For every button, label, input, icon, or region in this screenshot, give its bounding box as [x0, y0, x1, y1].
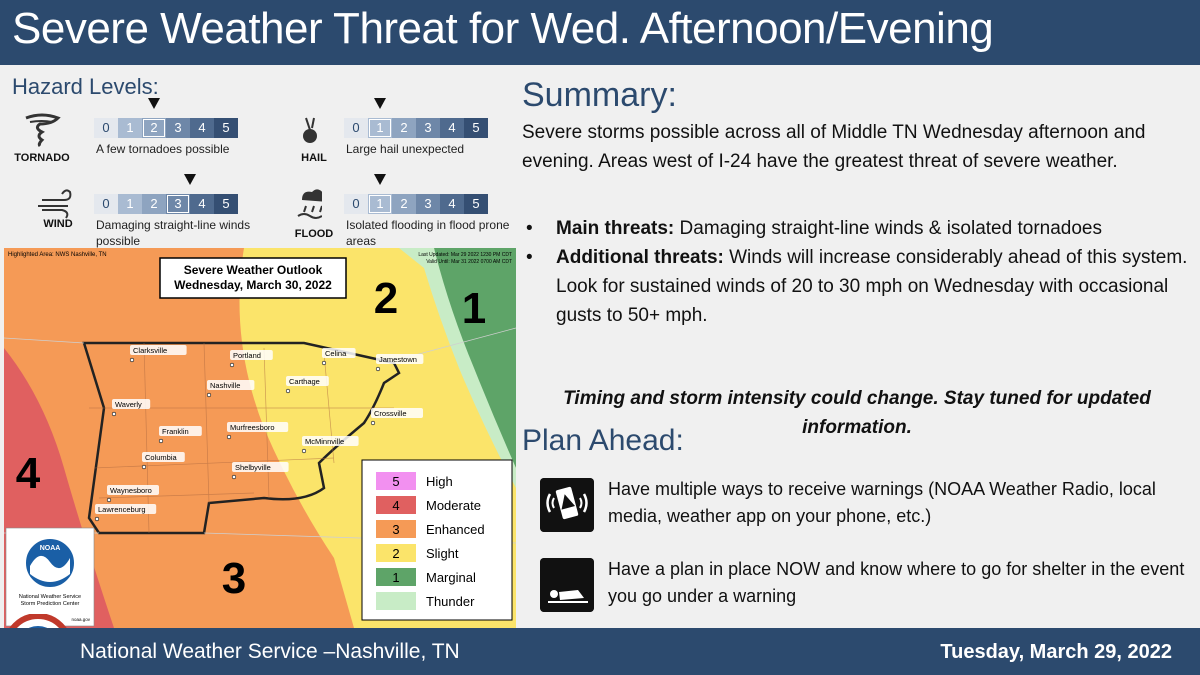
- timing-note: Timing and storm intensity could change. Stay tuned for updated information.: [563, 388, 1151, 438]
- scale-level-1: 1: [118, 194, 142, 214]
- plan-text-warnings: Have multiple ways to receive warnings (NOAA Weather Radio, local media, weather app on your phone, etc.): [608, 479, 1156, 526]
- footer-org: National Weather Service –Nashville, TN: [80, 640, 460, 663]
- risk-legend: [362, 460, 512, 620]
- hazard-level-marker: [374, 98, 386, 109]
- zone-label-1: 1: [461, 284, 487, 333]
- summary-title: Summary:: [522, 76, 677, 114]
- hazard-level-marker: [148, 98, 160, 109]
- bullet-dot: •: [526, 218, 533, 239]
- zone-label-2: 2: [373, 274, 399, 323]
- scale-level-1: 1: [368, 194, 392, 214]
- header-bar: [0, 0, 1200, 65]
- svg-text:Murfreesboro: Murfreesboro: [230, 423, 275, 432]
- valid-until-text: Valid Until: Mar 31 2022 0700 AM CDT: [426, 259, 512, 265]
- svg-text:Enhanced: Enhanced: [426, 522, 485, 537]
- hazard-level-marker: [374, 174, 386, 185]
- svg-text:Moderate: Moderate: [426, 498, 481, 513]
- bullet-head: Main threats:: [556, 218, 675, 239]
- page-title: Severe Weather Threat for Wed. Afternoon/Evening: [12, 4, 994, 53]
- svg-text:Thunder: Thunder: [426, 594, 475, 609]
- svg-text:Crossville: Crossville: [374, 409, 407, 418]
- scale-level-4: 4: [440, 194, 464, 214]
- footer-date: Tuesday, March 29, 2022: [940, 641, 1172, 663]
- scale-level-5: 5: [214, 194, 238, 214]
- nws-label: National Weather Service: [18, 594, 82, 600]
- tornado-scale: [94, 118, 238, 138]
- svg-text:Clarksville: Clarksville: [133, 346, 168, 355]
- zone-label-4: 4: [15, 449, 41, 498]
- outlook-map: [4, 248, 516, 628]
- wind-scale: [94, 194, 238, 214]
- plan-text-shelter: Have a plan in place NOW and know where to go for shelter in the event you go under a warning: [608, 559, 1185, 606]
- flood-label: FLOOD: [294, 228, 334, 240]
- bullet-dot: •: [526, 247, 533, 268]
- scale-level-1: 1: [368, 118, 392, 138]
- scale-level-0: 0: [94, 194, 118, 214]
- scale-level-4: 4: [190, 118, 214, 138]
- scale-level-2: 2: [392, 194, 416, 214]
- svg-text:1: 1: [392, 570, 400, 585]
- svg-text:Lawrenceburg: Lawrenceburg: [98, 505, 146, 514]
- scale-level-5: 5: [214, 118, 238, 138]
- svg-text:2: 2: [392, 546, 400, 561]
- scale-level-4: 4: [190, 194, 214, 214]
- outlook-title-line2: Wednesday, March 30, 2022: [174, 278, 332, 292]
- scale-level-0: 0: [344, 194, 368, 214]
- scale-level-3: 3: [416, 194, 440, 214]
- scale-level-3: 3: [416, 118, 440, 138]
- legend-thunder: [376, 592, 475, 610]
- svg-text:McMinnville: McMinnville: [305, 437, 345, 446]
- hazard-level-marker: [184, 174, 196, 185]
- wind-desc: Damaging straight-line winds possible: [96, 218, 251, 248]
- svg-text:Shelbyville: Shelbyville: [235, 463, 271, 472]
- outlook-map-svg: [4, 248, 516, 628]
- summary-text: Severe storms possible across all of Middle TN Wednesday afternoon and evening. Areas west of I-24 have the greatest threat of severe weather.: [522, 122, 1146, 172]
- legend-moderate: [376, 496, 481, 514]
- flood-desc: Isolated flooding in flood prone areas: [346, 218, 510, 248]
- svg-text:Franklin: Franklin: [162, 427, 189, 436]
- plan-ahead-title: Plan Ahead:: [522, 424, 684, 457]
- hail-scale: [344, 118, 488, 138]
- bullet-head: Additional threats:: [556, 247, 724, 268]
- scale-level-3: 3: [166, 118, 190, 138]
- svg-text:5: 5: [392, 474, 400, 489]
- legend-marginal: [376, 568, 476, 586]
- svg-text:3: 3: [392, 522, 400, 537]
- scale-level-2: 2: [142, 194, 166, 214]
- tornado-desc: A few tornadoes possible: [96, 142, 230, 156]
- bullet-body: Damaging straight-line winds & isolated tornadoes: [674, 218, 1102, 239]
- scale-level-3: 3: [166, 194, 190, 214]
- footer-bar: [0, 628, 1200, 675]
- hazard-levels-title: Hazard Levels:: [12, 74, 159, 99]
- legend-high: [376, 472, 453, 490]
- svg-text:Waverly: Waverly: [115, 400, 142, 409]
- legend-enhanced: [376, 520, 485, 538]
- bullet-body: Winds will increase considerably ahead of this system. Look for sustained winds of 20 to 30 mph on Wednesday with occasional gusts to 50+ mph.: [556, 247, 1188, 326]
- svg-text:Slight: Slight: [426, 546, 459, 561]
- bullet-main-threats: [522, 214, 1192, 243]
- tornado-label: TORNADO: [14, 152, 70, 164]
- shelter-icon: [540, 558, 594, 612]
- bullet-additional-threats: [522, 243, 1192, 330]
- scale-level-0: 0: [94, 118, 118, 138]
- wind-label: WIND: [43, 218, 73, 230]
- scale-level-5: 5: [464, 118, 488, 138]
- scale-level-0: 0: [344, 118, 368, 138]
- svg-text:Waynesboro: Waynesboro: [110, 486, 152, 495]
- svg-text:Nashville: Nashville: [210, 381, 241, 390]
- noaa-logo-text: NOAA: [39, 545, 61, 552]
- scale-level-2: 2: [142, 118, 166, 138]
- highlighted-area-text: Highlighted Area: NWS Nashville, TN: [8, 252, 107, 258]
- outlook-title-line1: Severe Weather Outlook: [183, 263, 323, 277]
- noaa-url: noaa.gov: [71, 617, 90, 622]
- svg-text:Portland: Portland: [233, 351, 261, 360]
- last-updated-text: Last Updated: Mar 29 2022 1230 PM CDT: [418, 252, 512, 258]
- svg-text:Celina: Celina: [325, 349, 347, 358]
- wind-icon: [12, 186, 72, 246]
- svg-text:Carthage: Carthage: [289, 377, 320, 386]
- phone-alert-icon: [540, 478, 594, 532]
- svg-text:Jamestown: Jamestown: [379, 355, 417, 364]
- svg-text:Columbia: Columbia: [145, 453, 177, 462]
- hail-label: HAIL: [301, 152, 327, 164]
- svg-text:4: 4: [392, 498, 400, 513]
- threat-bullets: [522, 214, 1192, 330]
- zone-label-3: 3: [221, 554, 247, 603]
- scale-level-4: 4: [440, 118, 464, 138]
- hail-desc: Large hail unexpected: [346, 142, 465, 156]
- flood-scale: [344, 194, 488, 214]
- scale-level-1: 1: [118, 118, 142, 138]
- svg-text:Marginal: Marginal: [426, 570, 476, 585]
- noaa-logo-box: [6, 528, 94, 626]
- spc-label: Storm Prediction Center: [20, 601, 80, 607]
- svg-text:High: High: [426, 474, 453, 489]
- scale-level-2: 2: [392, 118, 416, 138]
- scale-level-5: 5: [464, 194, 488, 214]
